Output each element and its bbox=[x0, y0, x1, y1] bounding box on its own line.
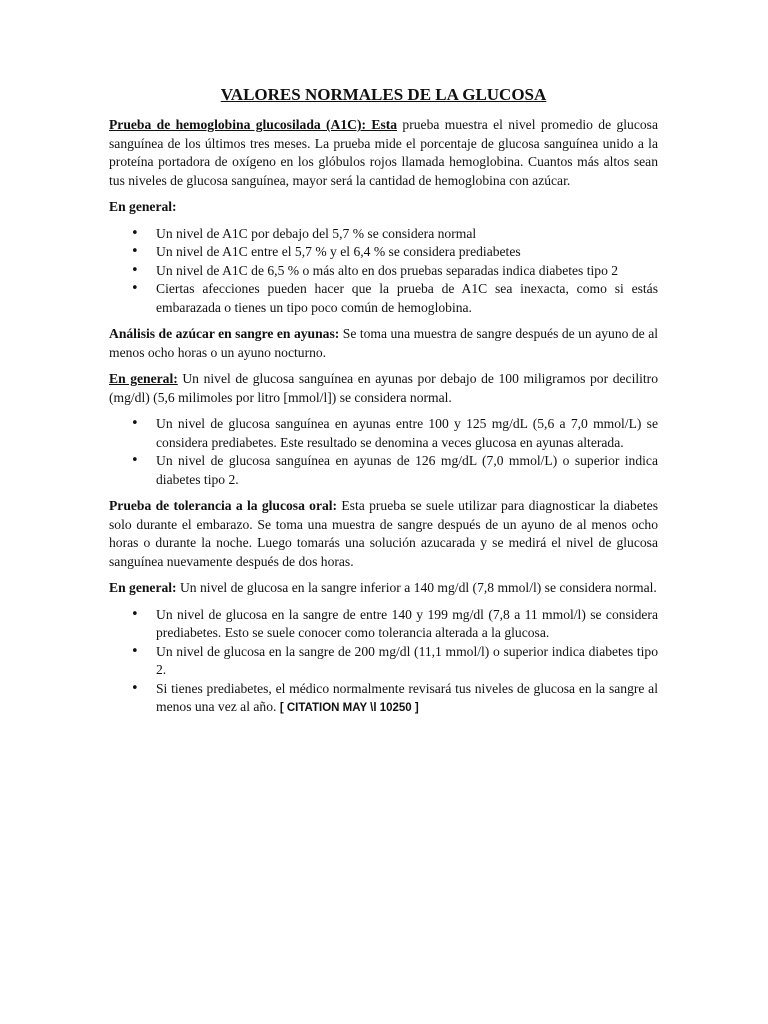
section-a1c-general bbox=[109, 198, 658, 217]
list-item: • Un nivel de glucosa en la sangre de 200 mg/dl (11,1 mmol/l) o superior indica diabetes tipo 2. bbox=[109, 643, 658, 680]
section-ogtt-general-label: En general: bbox=[109, 580, 177, 595]
section-ogtt-body: Esta prueba se suele utilizar para diagnosticar la diabetes solo durante el embarazo. Se toma una muestra de sangre después de un ayuno de al menos ocho horas o durante la noche. Luego tomarás una solución azucarada y se medirá el nivel de glucosa sanguínea nuevamente después de dos horas. bbox=[109, 498, 658, 569]
section-ogtt-general-text: Un nivel de glucosa en la sangre inferior a 140 mg/dl (7,8 mmol/l) se considera normal. bbox=[176, 580, 657, 595]
section-a1c-bullets bbox=[109, 225, 658, 318]
section-fasting-general-text: Un nivel de glucosa sanguínea en ayunas por debajo de 100 miligramos por decilitro (mg/dl) (5,6 milimoles por litro [mmol/l]) se considera normal. bbox=[109, 371, 658, 405]
section-ogtt-intro bbox=[109, 497, 658, 571]
list-item: • Un nivel de A1C entre el 5,7 % y el 6,4 % se considera prediabetes bbox=[109, 243, 658, 262]
list-item: • Un nivel de glucosa en la sangre de entre 140 y 199 mg/dl (7,8 a 11 mmol/l) se considera prediabetes. Esto se suele conocer como tolerancia alterada a la glucosa. bbox=[109, 606, 658, 643]
list-item-text: Si tienes prediabetes, el médico normalmente revisará tus niveles de glucosa en la sangre al menos una vez al año. bbox=[156, 680, 658, 714]
section-fasting-general-label: En general: bbox=[109, 371, 178, 386]
section-a1c-intro bbox=[109, 116, 658, 190]
section-a1c-body: prueba muestra el nivel promedio de glucosa sanguínea de los últimos tres meses. La prueba mide el porcentaje de glucosa sanguínea unido a la proteína portadora de oxígeno en los glóbulos rojos llamada hemoglobina. Cuantos más altos sean tus niveles de glucosa sanguínea, mayor será la cantidad de hemoglobina con azúcar. bbox=[109, 117, 658, 188]
list-item: • Ciertas afecciones pueden hacer que la prueba de A1C sea inexacta, como si estás embarazada o tienes un tipo poco común de hemoglobina. bbox=[109, 280, 658, 317]
list-item: • Un nivel de glucosa sanguínea en ayunas de 126 mg/dL (7,0 mmol/L) o superior indica diabetes tipo 2. bbox=[109, 452, 658, 489]
section-a1c-general-label: En general: bbox=[109, 199, 177, 214]
list-item: • Un nivel de A1C de 6,5 % o más alto en dos pruebas separadas indica diabetes tipo 2 bbox=[109, 262, 658, 281]
section-ogtt-heading: Prueba de tolerancia a la glucosa oral: bbox=[109, 498, 338, 513]
section-ogtt-general bbox=[109, 579, 658, 598]
section-fasting-body: Se toma una muestra de sangre después de un ayuno de al menos ocho horas o un ayuno nocturno. bbox=[109, 326, 658, 360]
section-a1c-heading: Prueba de hemoglobina glucosilada (A1C): Esta bbox=[109, 117, 398, 132]
section-fasting-intro bbox=[109, 325, 658, 362]
list-item bbox=[109, 680, 658, 718]
section-ogtt-bullets bbox=[109, 606, 658, 718]
section-fasting-bullets bbox=[109, 415, 658, 489]
document-title: VALORES NORMALES DE LA GLUCOSA bbox=[220, 85, 547, 104]
section-fasting-heading: Análisis de azúcar en sangre en ayunas: bbox=[109, 326, 340, 341]
section-fasting-general bbox=[109, 370, 658, 407]
list-item: • Un nivel de A1C por debajo del 5,7 % se considera normal bbox=[109, 225, 658, 244]
list-item: • Un nivel de glucosa sanguínea en ayunas entre 100 y 125 mg/dL (5,6 a 7,0 mmol/L) se considera prediabetes. Este resultado se denomina a veces glucosa en ayunas alterada. bbox=[109, 415, 658, 452]
citation-field: [ CITATION MAY \l 10250 ] bbox=[279, 702, 419, 714]
document-content bbox=[109, 84, 658, 726]
